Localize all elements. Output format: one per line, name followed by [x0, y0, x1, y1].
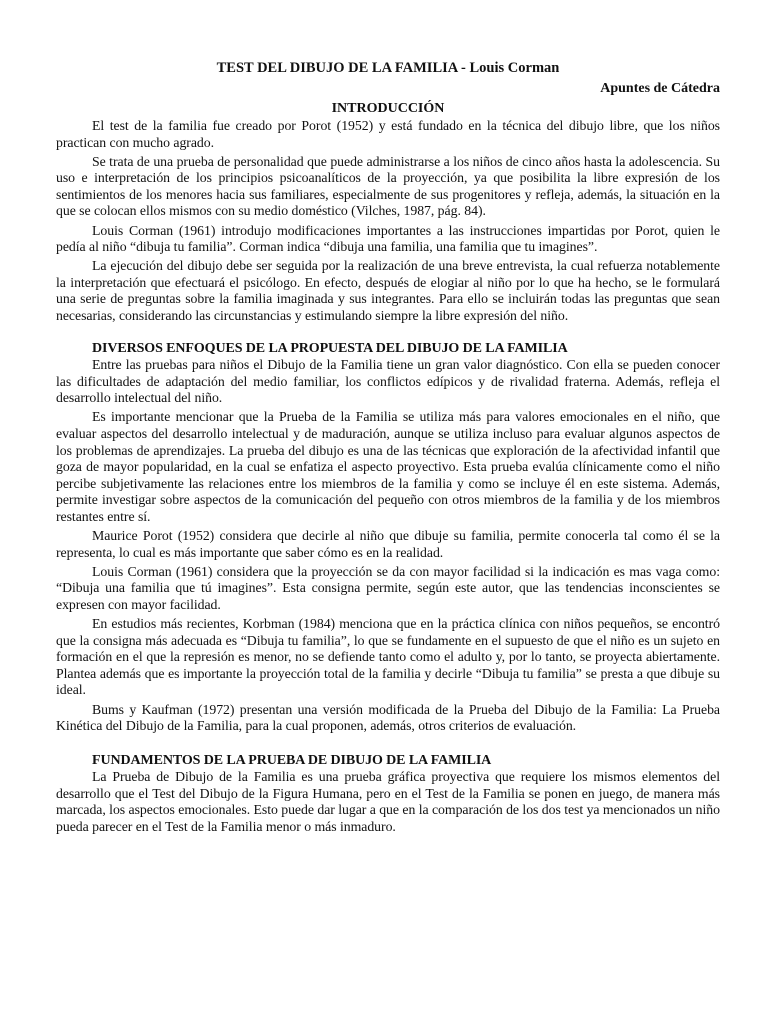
paragraph: La Prueba de Dibujo de la Familia es una prueba gráfica proyectiva que requiere los mismos elementos del desarrollo que el Test del Dibujo de la Figura Humana, pero en el Test de la Familia se ponen en juego, de manera más marcada, los aspectos emocionales. Esto puede dar lugar a que en la comparación de los dos test ya mencionados un niño pueda parecer en el Test de la Familia menor o más inmaduro. [56, 769, 720, 834]
section-heading: FUNDAMENTOS DE LA PRUEBA DE DIBUJO DE LA FAMILIA [92, 753, 492, 769]
section-introduccion [56, 100, 720, 325]
paragraph: Louis Corman (1961) introdujo modificaciones importantes a las instrucciones impartidas por Porot, quien le pedía al niño “dibuja tu familia”. Corman indica “dibuja una familia, una familia que tu imagines”. [56, 222, 720, 255]
section-heading: INTRODUCCIÓN [331, 101, 445, 116]
section-diversos-enfoques [56, 341, 720, 735]
paragraph: Es importante mencionar que la Prueba de la Familia se utiliza más para valores emocionales en el niño, que evaluar aspectos del desarrollo intelectual y de maduración, aunque se utiliza incluso para evaluar algunos aspectos de los problemas de aprendizajes. La prueba del dibujo es una de las técnicas que exploración de la afectividad infantil que goza de mayor popularidad, en la cual se enfatiza el aspecto proyectivo. Esta prueba evalúa clínicamente como el niño percibe subjetivamente las relaciones entre los miembros de la familia y como se incluye él en este sistema. Además, permite investigar sobre aspectos de la comunicación del pequeño con otros miembros de la familia y de los miembros restantes entre sí. [56, 409, 720, 524]
document-title: TEST DEL DIBUJO DE LA FAMILIA - Louis Corman [216, 60, 560, 76]
document-subtitle: Apuntes de Cátedra [600, 81, 720, 96]
section-heading: DIVERSOS ENFOQUES DE LA PROPUESTA DEL DIBUJO DE LA FAMILIA [92, 341, 568, 357]
section-spacer [56, 327, 720, 341]
paragraph: Louis Corman (1961) considera que la proyección se da con mayor facilidad si la indicación es mas vaga como: “Dibuja una familia que tú imagines”. Esta consigna permite, según este autor, que las tendencias inconscientes se expresen con mayor facilidad. [56, 563, 720, 612]
section-spacer [56, 737, 720, 753]
section-fundamentos [56, 753, 720, 835]
paragraph: Entre las pruebas para niños el Dibujo de la Familia tiene un gran valor diagnóstico. Con ella se pueden conocer las dificultades de adaptación del medio familiar, los conflictos edípicos y de rivalidad fraterna. Además, refleja el desarrollo intelectual del niño. [56, 357, 720, 406]
paragraph: Maurice Porot (1952) considera que decirle al niño que dibuje su familia, permite conocerla tal como él se la representa, lo cual es más importante que saber cómo es en la realidad. [56, 528, 720, 560]
paragraph: El test de la familia fue creado por Porot (1952) y está fundado en la técnica del dibujo libre, que los niños practican con mucho agrado. [56, 118, 720, 150]
paragraph: En estudios más recientes, Korbman (1984) menciona que en la práctica clínica con niños pequeños, se encontró que la consigna más adecuada es “Dibuja tu familia”, lo que se fundamente en el supuesto de que el niño es un sujeto en formación en el que la represión es menor, no se defiende tanto como el adulto y, por lo tanto, se proyecta abiertamente. Plantea además que es importante la proyección total de la familia y decirle “Dibuja tu familia” se presta a que dibuje su ideal. [56, 616, 720, 698]
paragraph: Bums y Kaufman (1972) presentan una versión modificada de la Prueba del Dibujo de la Familia: La Prueba Kinética del Dibujo de la Familia, para la cual proponen, además, otros criterios de evaluación. [56, 701, 720, 734]
paragraph: La ejecución del dibujo debe ser seguida por la realización de una breve entrevista, la cual refuerza notablemente la interpretación que efectuará el psicólogo. En efecto, después de elogiar al niño por lo que ha hecho, se le formulará una serie de preguntas sobre la familia imaginada y sus integrantes. Para ello se incluirán todas las preguntas que sean necesarias, considerando las circunstancias y estimulando siempre la libre expresión del niño. [56, 258, 720, 324]
paragraph: Se trata de una prueba de personalidad que puede administrarse a los niños de cinco años hasta la adolescencia. Su uso e interpretación de los principios psicoanalíticos de la proyección, ya que posibilita la libre expresión de los sentimientos de los menores hacia sus familiares, especialmente de sus progenitores y refleja, además, la situación en la que se colocan ellos mismos con su medio doméstico (Vilches, 1987, pág. 84). [56, 153, 720, 219]
